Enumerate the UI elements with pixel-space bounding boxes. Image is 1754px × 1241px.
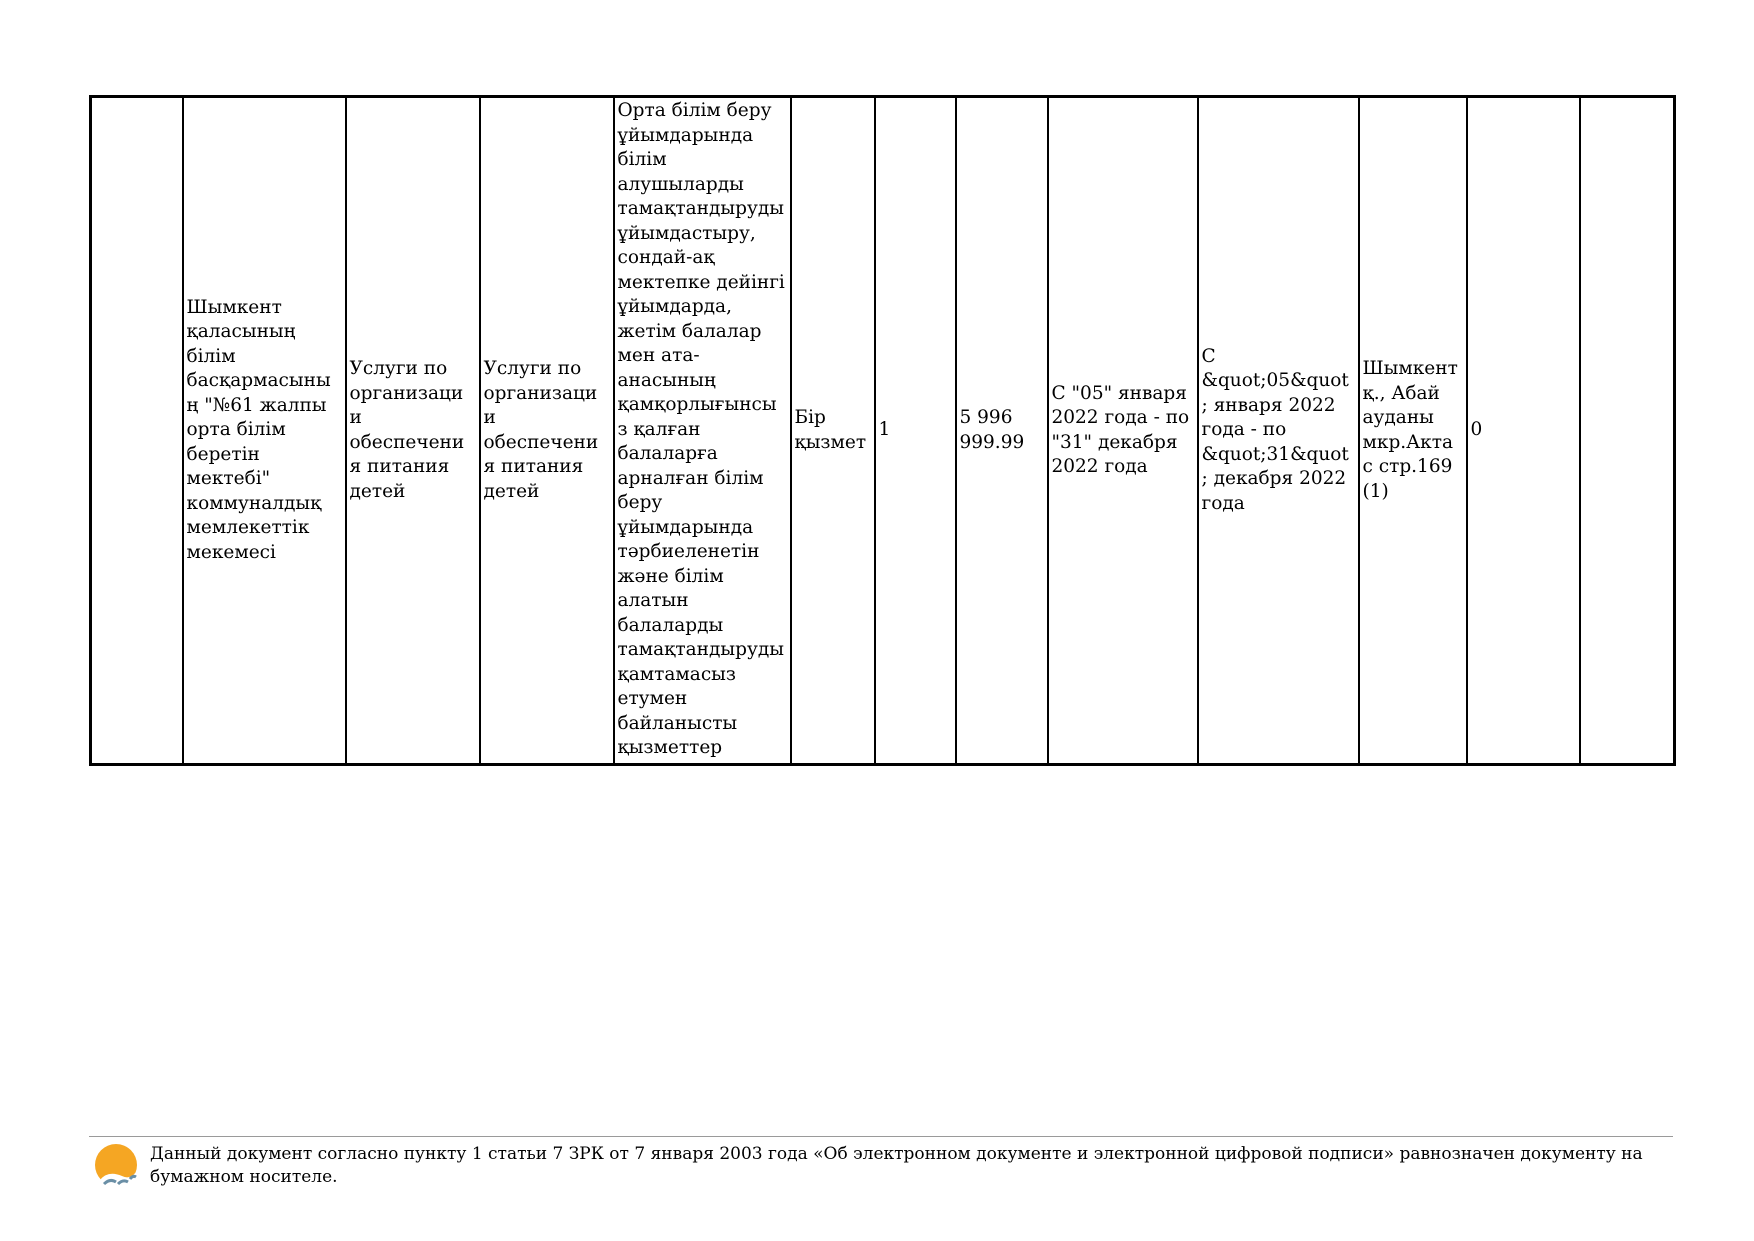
cell-service-description-kz: Орта білім беру ұйымдарында білім алушыларды тамақтандыруды ұйымдастыру, сондай-ақ мектепке дейінгі ұйымдарда, жетім балалар мен ата-анасының қамқорлығынсыз қалған балаларға арналған білім беру ұйымдарында тәрбиеленетін және білім алатын балаларды тамақтандыруды қамтамасыз етумен байланысты қызметтер <box>614 97 791 765</box>
cell-number <box>91 97 183 765</box>
cell-delivery-address: Шымкент қ., Абай ауданы мкр.Актас стр.169 (1) <box>1359 97 1467 765</box>
cell-delivery-period: С "05" января 2022 года - по "31" декабря 2022 года <box>1048 97 1198 765</box>
table-row <box>91 97 1675 765</box>
cell-service-short-ru: Услуги по организации обеспечения питания детей <box>480 97 614 765</box>
cell-advance: 0 <box>1467 97 1580 765</box>
cell-empty <box>1580 97 1675 765</box>
cell-unit-price: 5 996 999.99 <box>956 97 1048 765</box>
footer-legal-notice: Данный документ согласно пункту 1 статьи 7 ЗРК от 7 января 2003 года «Об электронном документе и электронной цифровой подписи» равнозначен документу на бумажном носителе. <box>150 1144 1643 1187</box>
egov-logo-icon <box>92 1140 142 1190</box>
footer-divider <box>89 1136 1673 1137</box>
cell-customer: Шымкент қаласының білім басқармасының "№61 жалпы орта білім беретін мектебі" коммуналдық мемлекеттік мекемесі <box>183 97 346 765</box>
cell-unit: Бір қызмет <box>791 97 875 765</box>
cell-quantity: 1 <box>875 97 956 765</box>
procurement-table <box>89 95 1676 766</box>
cell-delivery-period-escaped: С &quot;05&quot; января 2022 года - по &quot;31&quot; декабря 2022 года <box>1198 97 1359 765</box>
cell-service-name-ru: Услуги по организации обеспечения питания детей <box>346 97 480 765</box>
